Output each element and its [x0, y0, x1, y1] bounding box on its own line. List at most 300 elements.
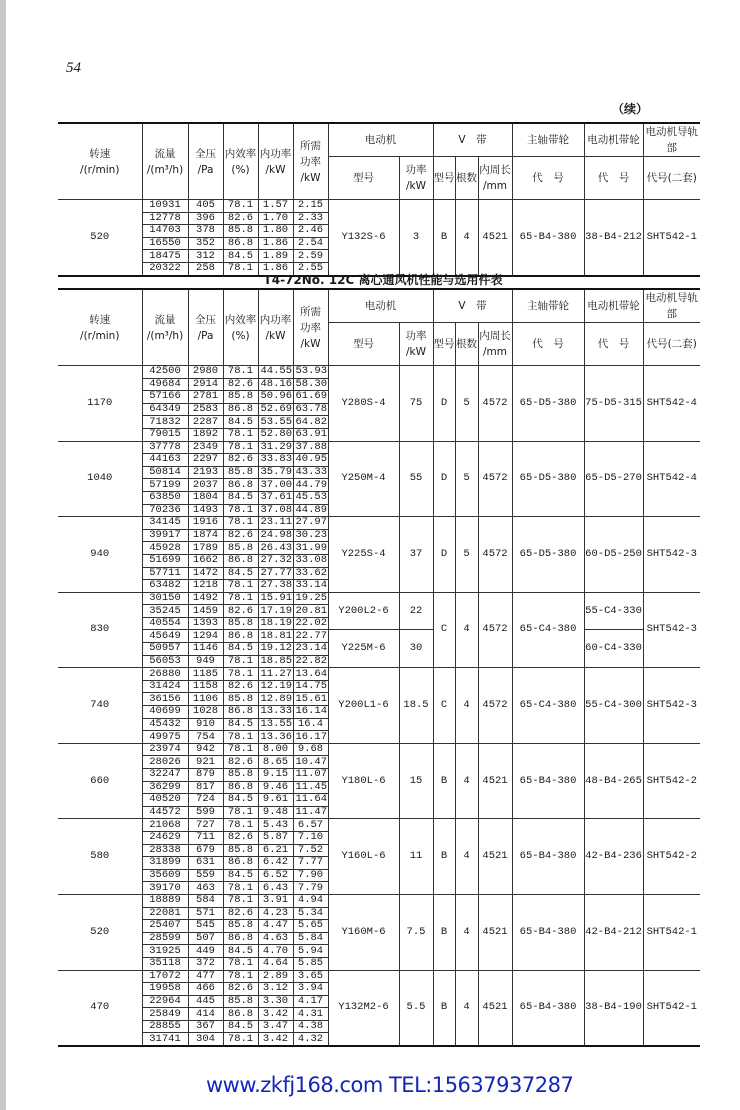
inner-power-cell: 3.12: [258, 983, 293, 996]
motor-model-cell: Y200L2-6: [328, 592, 399, 630]
efficiency-cell: 82.6: [223, 756, 258, 769]
required-power-cell: 30.23: [293, 529, 328, 542]
efficiency-cell: 86.8: [223, 403, 258, 416]
required-power-cell: 22.02: [293, 617, 328, 630]
inner-power-cell: 3.30: [258, 995, 293, 1008]
required-power-cell: 5.85: [293, 957, 328, 970]
flow-cell: 36156: [142, 693, 188, 706]
motor-power-cell: 3: [399, 200, 433, 276]
belt-type-cell: B: [433, 743, 455, 819]
required-power-cell: 37.88: [293, 441, 328, 454]
pressure-cell: 711: [188, 831, 223, 844]
motor-power-cell: 30: [399, 630, 433, 668]
motor-model-cell: Y160L-6: [328, 819, 399, 895]
efficiency-cell: 78.1: [223, 1033, 258, 1046]
header-motor-power: 功率 /kW: [399, 157, 433, 200]
motor-rail-cell: SHT542-1: [643, 970, 700, 1046]
speed-cell: 660: [58, 743, 142, 819]
efficiency-cell: 85.8: [223, 769, 258, 782]
required-power-cell: 2.15: [293, 200, 328, 213]
flow-cell: 14703: [142, 225, 188, 238]
header-belt-length: 内周长 /mm: [478, 323, 512, 366]
flow-cell: 18475: [142, 250, 188, 263]
pressure-cell: 910: [188, 718, 223, 731]
motor-pulley-cell: 60-D5-250: [584, 517, 643, 593]
header-motor: 电动机: [328, 289, 433, 323]
pressure-cell: 724: [188, 794, 223, 807]
motor-rail-cell: SHT542-4: [643, 366, 700, 442]
header-motor-model: 型号: [328, 323, 399, 366]
inner-power-cell: 27.77: [258, 567, 293, 580]
table-title: T4-72No. 12C 离心通风机性能与选用件表: [263, 273, 503, 287]
pressure-cell: 352: [188, 237, 223, 250]
efficiency-cell: 78.1: [223, 366, 258, 379]
required-power-cell: 22.82: [293, 655, 328, 668]
header-motor-rail: 电动机导轨部: [643, 289, 700, 323]
pressure-cell: 631: [188, 857, 223, 870]
motor-power-cell: 5.5: [399, 970, 433, 1046]
inner-power-cell: 5.87: [258, 831, 293, 844]
table-row: [58, 668, 700, 681]
inner-power-cell: 18.81: [258, 630, 293, 643]
belt-count-cell: 4: [455, 668, 478, 744]
flow-cell: 31424: [142, 680, 188, 693]
flow-cell: 40520: [142, 794, 188, 807]
required-power-cell: 16.4: [293, 718, 328, 731]
table-row: [58, 366, 700, 379]
performance-table: [58, 288, 700, 1047]
belt-type-cell: D: [433, 441, 455, 517]
inner-power-cell: 50.96: [258, 391, 293, 404]
flow-cell: 28599: [142, 932, 188, 945]
inner-power-cell: 24.98: [258, 529, 293, 542]
pressure-cell: 507: [188, 932, 223, 945]
header-motor-model: 型号: [328, 157, 399, 200]
motor-rail-cell: SHT542-3: [643, 592, 700, 668]
required-power-cell: 7.79: [293, 882, 328, 895]
inner-power-cell: 6.52: [258, 869, 293, 882]
table-row: [58, 517, 700, 530]
efficiency-cell: 78.1: [223, 806, 258, 819]
required-power-cell: 4.38: [293, 1020, 328, 1033]
header-motor-rail-code: 代号(二套): [643, 157, 700, 200]
efficiency-cell: 78.1: [223, 655, 258, 668]
flow-cell: 36299: [142, 781, 188, 794]
flow-cell: 51699: [142, 554, 188, 567]
required-power-cell: 33.62: [293, 567, 328, 580]
flow-cell: 45649: [142, 630, 188, 643]
pressure-cell: 405: [188, 200, 223, 213]
pressure-cell: 942: [188, 743, 223, 756]
flow-cell: 39170: [142, 882, 188, 895]
belt-count-cell: 4: [455, 743, 478, 819]
motor-pulley-cell: 38-B4-212: [584, 200, 643, 276]
inner-power-cell: 4.64: [258, 957, 293, 970]
pressure-cell: 477: [188, 970, 223, 983]
belt-count-cell: 5: [455, 366, 478, 442]
inner-power-cell: 53.55: [258, 416, 293, 429]
flow-cell: 57711: [142, 567, 188, 580]
header-required-power: 所需 功率 /kW: [293, 123, 328, 200]
motor-pulley-cell: 75-D5-315: [584, 366, 643, 442]
inner-power-cell: 1.80: [258, 225, 293, 238]
required-power-cell: 22.77: [293, 630, 328, 643]
flow-cell: 19958: [142, 983, 188, 996]
header-inner-power: 内功率 /kW: [258, 289, 293, 366]
efficiency-cell: 86.8: [223, 706, 258, 719]
header-spindle-code: 代 号: [512, 157, 584, 200]
flow-cell: 28855: [142, 1020, 188, 1033]
table-body: [58, 366, 700, 1047]
pressure-cell: 1472: [188, 567, 223, 580]
required-power-cell: 64.82: [293, 416, 328, 429]
motor-rail-cell: SHT542-3: [643, 668, 700, 744]
flow-cell: 28026: [142, 756, 188, 769]
motor-pulley-cell: 42-B4-236: [584, 819, 643, 895]
belt-length-cell: 4572: [478, 441, 512, 517]
table-row: [58, 592, 700, 605]
inner-power-cell: 44.55: [258, 366, 293, 379]
flow-cell: 28338: [142, 844, 188, 857]
header-required-power: 所需 功率 /kW: [293, 289, 328, 366]
required-power-cell: 3.94: [293, 983, 328, 996]
header-speed: 转速 /(r/min): [58, 289, 142, 366]
required-power-cell: 7.52: [293, 844, 328, 857]
inner-power-cell: 33.83: [258, 454, 293, 467]
required-power-cell: 2.54: [293, 237, 328, 250]
inner-power-cell: 8.65: [258, 756, 293, 769]
efficiency-cell: 82.6: [223, 454, 258, 467]
efficiency-cell: 82.6: [223, 378, 258, 391]
flow-cell: 12778: [142, 212, 188, 225]
table-header: [58, 289, 700, 366]
flow-cell: 34145: [142, 517, 188, 530]
belt-type-cell: D: [433, 517, 455, 593]
efficiency-cell: 86.8: [223, 781, 258, 794]
pressure-cell: 367: [188, 1020, 223, 1033]
flow-cell: 16550: [142, 237, 188, 250]
pressure-cell: 2193: [188, 466, 223, 479]
required-power-cell: 2.55: [293, 262, 328, 275]
efficiency-cell: 85.8: [223, 391, 258, 404]
flow-cell: 31899: [142, 857, 188, 870]
flow-cell: 50814: [142, 466, 188, 479]
efficiency-cell: 78.1: [223, 200, 258, 213]
inner-power-cell: 4.23: [258, 907, 293, 920]
flow-cell: 24629: [142, 831, 188, 844]
required-power-cell: 7.77: [293, 857, 328, 870]
efficiency-cell: 86.8: [223, 630, 258, 643]
header-pressure: 全压 /Pa: [188, 289, 223, 366]
required-power-cell: 10.47: [293, 756, 328, 769]
pressure-cell: 921: [188, 756, 223, 769]
header-inner-power: 内功率 /kW: [258, 123, 293, 200]
flow-cell: 31741: [142, 1033, 188, 1046]
inner-power-cell: 37.61: [258, 491, 293, 504]
motor-model-cell: Y160M-6: [328, 894, 399, 970]
inner-power-cell: 12.89: [258, 693, 293, 706]
motor-pulley-cell: 55-C4-330: [584, 592, 643, 630]
motor-model-cell: Y200L1-6: [328, 668, 399, 744]
efficiency-cell: 78.1: [223, 894, 258, 907]
pressure-cell: 679: [188, 844, 223, 857]
table-row: [58, 894, 700, 907]
belt-length-cell: 4521: [478, 819, 512, 895]
inner-power-cell: 52.69: [258, 403, 293, 416]
efficiency-cell: 82.6: [223, 605, 258, 618]
header-flow: 流量 /(m³/h): [142, 123, 188, 200]
pressure-cell: 2297: [188, 454, 223, 467]
required-power-cell: 7.90: [293, 869, 328, 882]
header-belt-type: 型号: [433, 157, 455, 200]
inner-power-cell: 4.47: [258, 920, 293, 933]
required-power-cell: 2.33: [293, 212, 328, 225]
efficiency-cell: 78.1: [223, 262, 258, 275]
inner-power-cell: 18.85: [258, 655, 293, 668]
flow-cell: 71832: [142, 416, 188, 429]
pressure-cell: 584: [188, 894, 223, 907]
inner-power-cell: 9.46: [258, 781, 293, 794]
pressure-cell: 817: [188, 781, 223, 794]
required-power-cell: 13.64: [293, 668, 328, 681]
spindle-code-cell: 65-B4-380: [512, 819, 584, 895]
motor-power-cell: 75: [399, 366, 433, 442]
efficiency-cell: 84.5: [223, 491, 258, 504]
belt-count-cell: 4: [455, 970, 478, 1046]
efficiency-cell: 78.1: [223, 517, 258, 530]
belt-count-cell: 4: [455, 819, 478, 895]
inner-power-cell: 1.57: [258, 200, 293, 213]
inner-power-cell: 15.91: [258, 592, 293, 605]
pressure-cell: 466: [188, 983, 223, 996]
pressure-cell: 559: [188, 869, 223, 882]
inner-power-cell: 4.63: [258, 932, 293, 945]
spindle-code-cell: 65-B4-380: [512, 200, 584, 276]
pressure-cell: 372: [188, 957, 223, 970]
pressure-cell: 1218: [188, 580, 223, 593]
required-power-cell: 44.89: [293, 504, 328, 517]
inner-power-cell: 37.08: [258, 504, 293, 517]
belt-type-cell: C: [433, 668, 455, 744]
pressure-cell: 1892: [188, 428, 223, 441]
flow-cell: 49684: [142, 378, 188, 391]
belt-type-cell: B: [433, 819, 455, 895]
required-power-cell: 14.75: [293, 680, 328, 693]
pressure-cell: 727: [188, 819, 223, 832]
header-belt-count: 根数: [455, 157, 478, 200]
efficiency-cell: 85.8: [223, 225, 258, 238]
required-power-cell: 11.07: [293, 769, 328, 782]
motor-power-cell: 18.5: [399, 668, 433, 744]
required-power-cell: 45.53: [293, 491, 328, 504]
efficiency-cell: 86.8: [223, 932, 258, 945]
required-power-cell: 5.94: [293, 945, 328, 958]
pressure-cell: 2781: [188, 391, 223, 404]
inner-power-cell: 1.86: [258, 262, 293, 275]
efficiency-cell: 78.1: [223, 504, 258, 517]
required-power-cell: 43.33: [293, 466, 328, 479]
belt-length-cell: 4521: [478, 200, 512, 276]
inner-power-cell: 52.80: [258, 428, 293, 441]
header-speed: 转速 /(r/min): [58, 123, 142, 200]
pressure-cell: 1916: [188, 517, 223, 530]
speed-cell: 1040: [58, 441, 142, 517]
required-power-cell: 5.84: [293, 932, 328, 945]
flow-cell: 63850: [142, 491, 188, 504]
speed-cell: 1170: [58, 366, 142, 442]
flow-cell: 22081: [142, 907, 188, 920]
pressure-cell: 879: [188, 769, 223, 782]
table-row: [58, 819, 700, 832]
belt-length-cell: 4521: [478, 894, 512, 970]
motor-model-cell: Y180L-6: [328, 743, 399, 819]
efficiency-cell: 86.8: [223, 479, 258, 492]
flow-cell: 25407: [142, 920, 188, 933]
header-belt-type: 型号: [433, 323, 455, 366]
inner-power-cell: 37.00: [258, 479, 293, 492]
spindle-code-cell: 65-D5-380: [512, 366, 584, 442]
required-power-cell: 11.45: [293, 781, 328, 794]
table-row: [58, 743, 700, 756]
header-motor-power: 功率 /kW: [399, 323, 433, 366]
header-efficiency: 内效率 (%): [223, 289, 258, 366]
header-motor-pulley: 电动机带轮: [584, 289, 643, 323]
motor-model-cell: Y132M2-6: [328, 970, 399, 1046]
belt-type-cell: C: [433, 592, 455, 668]
inner-power-cell: 3.42: [258, 1033, 293, 1046]
required-power-cell: 11.47: [293, 806, 328, 819]
required-power-cell: 11.64: [293, 794, 328, 807]
belt-count-cell: 4: [455, 592, 478, 668]
motor-power-cell: 11: [399, 819, 433, 895]
header-pressure: 全压 /Pa: [188, 123, 223, 200]
flow-cell: 57199: [142, 479, 188, 492]
required-power-cell: 2.59: [293, 250, 328, 263]
spindle-code-cell: 65-B4-380: [512, 743, 584, 819]
footer-contact: www.zkfj168.com TEL:15637937287: [206, 1073, 574, 1097]
flow-cell: 31925: [142, 945, 188, 958]
required-power-cell: 27.97: [293, 517, 328, 530]
motor-power-cell: 22: [399, 592, 433, 630]
motor-model-cell: Y225M-6: [328, 630, 399, 668]
speed-cell: 940: [58, 517, 142, 593]
header-spindle-pulley: 主轴带轮: [512, 123, 584, 157]
flow-cell: 57166: [142, 391, 188, 404]
inner-power-cell: 3.42: [258, 1008, 293, 1021]
pressure-cell: 1493: [188, 504, 223, 517]
flow-cell: 21068: [142, 819, 188, 832]
pressure-cell: 1294: [188, 630, 223, 643]
efficiency-cell: 85.8: [223, 466, 258, 479]
required-power-cell: 7.10: [293, 831, 328, 844]
inner-power-cell: 48.16: [258, 378, 293, 391]
pressure-cell: 1662: [188, 554, 223, 567]
inner-power-cell: 18.19: [258, 617, 293, 630]
header-efficiency: 内效率 (%): [223, 123, 258, 200]
pressure-cell: 599: [188, 806, 223, 819]
page-number: 54: [66, 60, 81, 76]
table-row: [58, 970, 700, 983]
required-power-cell: 4.32: [293, 1033, 328, 1046]
efficiency-cell: 78.1: [223, 743, 258, 756]
belt-length-cell: 4572: [478, 668, 512, 744]
inner-power-cell: 26.43: [258, 542, 293, 555]
required-power-cell: 5.34: [293, 907, 328, 920]
required-power-cell: 53.93: [293, 366, 328, 379]
belt-type-cell: B: [433, 200, 455, 276]
pressure-cell: 304: [188, 1033, 223, 1046]
pressure-cell: 1874: [188, 529, 223, 542]
flow-cell: 35245: [142, 605, 188, 618]
inner-power-cell: 3.91: [258, 894, 293, 907]
inner-power-cell: 31.29: [258, 441, 293, 454]
pressure-cell: 396: [188, 212, 223, 225]
flow-cell: 10931: [142, 200, 188, 213]
pressure-cell: 312: [188, 250, 223, 263]
required-power-cell: 19.25: [293, 592, 328, 605]
header-belt-count: 根数: [455, 323, 478, 366]
required-power-cell: 16.17: [293, 731, 328, 744]
efficiency-cell: 78.1: [223, 592, 258, 605]
inner-power-cell: 23.11: [258, 517, 293, 530]
pressure-cell: 2037: [188, 479, 223, 492]
belt-count-cell: 5: [455, 441, 478, 517]
inner-power-cell: 6.43: [258, 882, 293, 895]
required-power-cell: 23.14: [293, 643, 328, 656]
header-motor-rail-code: 代号(二套): [643, 323, 700, 366]
motor-pulley-cell: 60-C4-330: [584, 630, 643, 668]
belt-type-cell: D: [433, 366, 455, 442]
belt-type-cell: B: [433, 894, 455, 970]
required-power-cell: 58.30: [293, 378, 328, 391]
required-power-cell: 16.14: [293, 706, 328, 719]
spindle-code-cell: 65-C4-380: [512, 668, 584, 744]
spindle-code-cell: 65-D5-380: [512, 441, 584, 517]
efficiency-cell: 78.1: [223, 428, 258, 441]
efficiency-cell: 78.1: [223, 970, 258, 983]
efficiency-cell: 82.6: [223, 831, 258, 844]
efficiency-cell: 82.6: [223, 983, 258, 996]
header-spindle-code: 代 号: [512, 323, 584, 366]
inner-power-cell: 2.89: [258, 970, 293, 983]
efficiency-cell: 86.8: [223, 237, 258, 250]
motor-rail-cell: SHT542-2: [643, 819, 700, 895]
pressure-cell: 1804: [188, 491, 223, 504]
efficiency-cell: 78.1: [223, 580, 258, 593]
spindle-code-cell: 65-B4-380: [512, 970, 584, 1046]
efficiency-cell: 82.6: [223, 529, 258, 542]
pressure-cell: 1789: [188, 542, 223, 555]
flow-cell: 18889: [142, 894, 188, 907]
efficiency-cell: 82.6: [223, 212, 258, 225]
spindle-code-cell: 65-D5-380: [512, 517, 584, 593]
belt-length-cell: 4572: [478, 366, 512, 442]
header-vbelt: V 带: [433, 123, 512, 157]
motor-power-cell: 15: [399, 743, 433, 819]
efficiency-cell: 78.1: [223, 882, 258, 895]
efficiency-cell: 85.8: [223, 542, 258, 555]
motor-power-cell: 37: [399, 517, 433, 593]
motor-model-cell: Y250M-4: [328, 441, 399, 517]
flow-cell: 35118: [142, 957, 188, 970]
flow-cell: 50957: [142, 643, 188, 656]
inner-power-cell: 27.32: [258, 554, 293, 567]
required-power-cell: 33.14: [293, 580, 328, 593]
motor-rail-cell: SHT542-1: [643, 894, 700, 970]
table-row: [58, 200, 700, 213]
motor-rail-cell: SHT542-4: [643, 441, 700, 517]
efficiency-cell: 82.6: [223, 907, 258, 920]
